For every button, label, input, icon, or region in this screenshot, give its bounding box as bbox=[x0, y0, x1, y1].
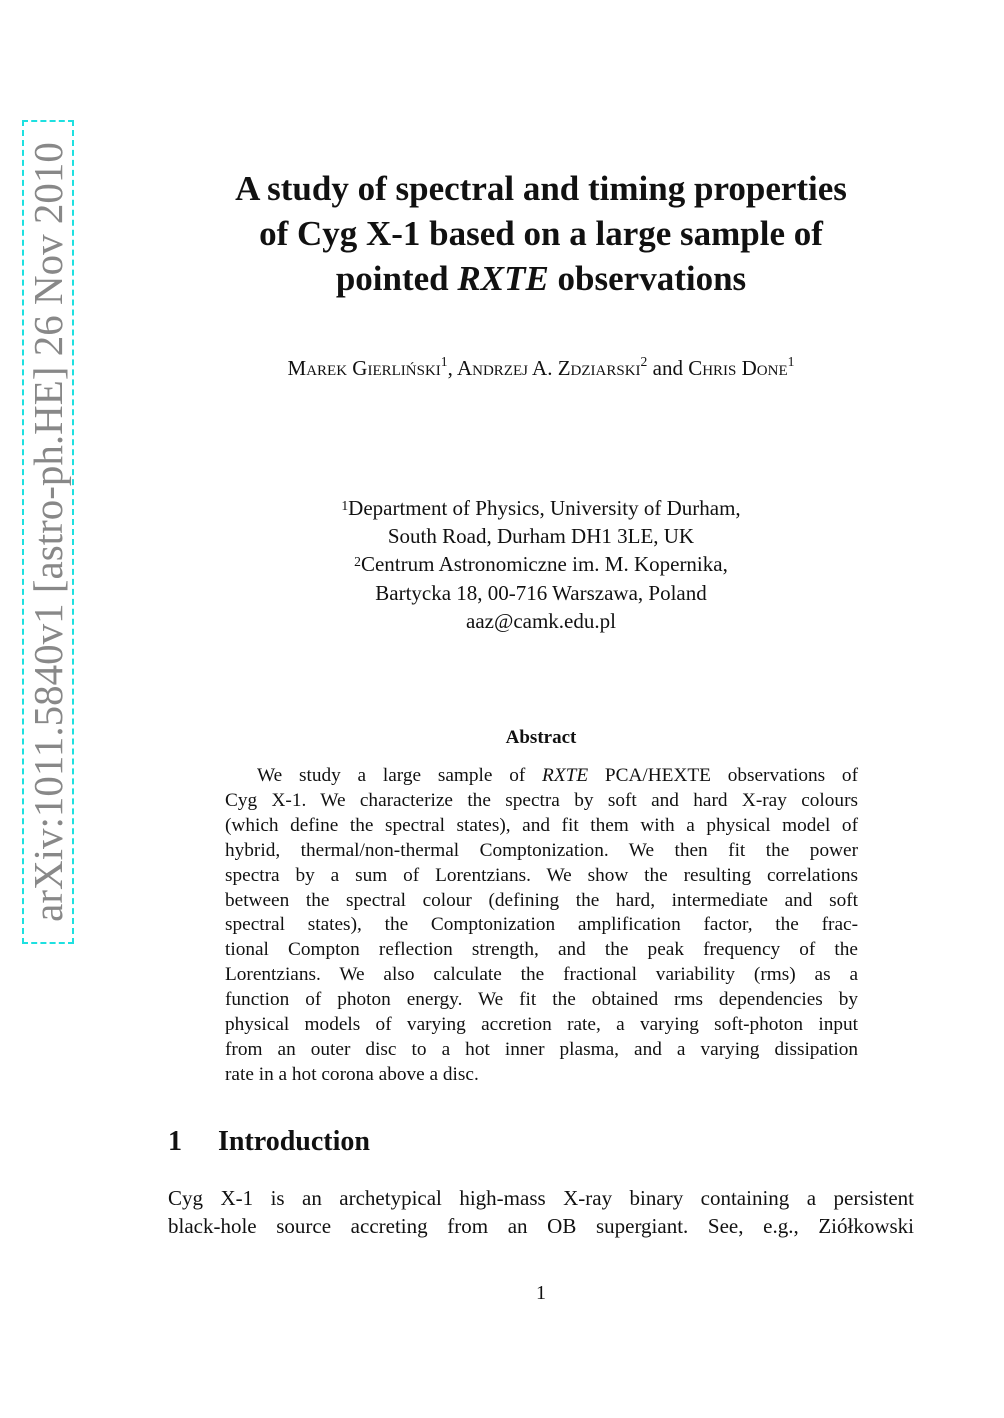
title-line bbox=[100, 256, 982, 301]
affiliation-text: Centrum Astronomiczne im. M. Kopernika, bbox=[360, 552, 728, 577]
affiliation-line: South Road, Durham DH1 3LE, UK bbox=[387, 524, 695, 549]
affiliation-line bbox=[100, 550, 982, 578]
title-text: observations bbox=[548, 259, 747, 298]
abstract-text: PCA/HEXTE observations of bbox=[588, 765, 858, 786]
arxiv-identifier: arXiv:1011.5840v1 [astro-ph.HE] 26 Nov 2010 bbox=[25, 142, 71, 922]
affiliation-line bbox=[100, 494, 982, 522]
author: Chris Done bbox=[688, 356, 788, 380]
abstract-text: We study a large sample of bbox=[257, 765, 543, 786]
arxiv-stamp bbox=[22, 120, 74, 944]
author: Andrzej A. Zdziarski bbox=[456, 356, 641, 380]
author-list bbox=[100, 356, 982, 381]
abstract-line bbox=[225, 764, 858, 789]
abstract-line: between the spectral colour (defining the hard, intermediate and soft bbox=[225, 889, 858, 911]
affiliation-text: Department of Physics, University of Durham, bbox=[348, 496, 741, 520]
abstract-line: spectral states), the Comptonization amplification factor, the frac- bbox=[225, 914, 858, 936]
separator: and bbox=[647, 356, 689, 380]
abstract-line: from an outer disc to a hot inner plasma, and a varying dissipation bbox=[225, 1038, 858, 1060]
body-line: black-hole source accreting from an OB supergiant. See, e.g., Ziółkowski bbox=[168, 1214, 914, 1238]
abstract-line: spectra by a sum of Lorentzians. We show the resulting correlations bbox=[225, 864, 858, 886]
author-affiliation-mark: 2 bbox=[640, 354, 648, 369]
author: Marek Gierliński bbox=[287, 356, 441, 380]
affiliations bbox=[100, 494, 982, 635]
title-emphasis: RXTE bbox=[457, 259, 549, 298]
affiliation-mark: 1 bbox=[341, 498, 349, 513]
page-number: 1 bbox=[536, 1282, 546, 1304]
abstract-line: Cyg X-1. We characterize the spectra by soft and hard X-ray colours bbox=[225, 789, 858, 811]
section-heading bbox=[168, 1126, 370, 1158]
abstract-line: physical models of varying accretion rate, a varying soft-photon input bbox=[225, 1014, 858, 1036]
abstract-line: rate in a hot corona above a disc. bbox=[225, 1063, 479, 1085]
abstract-line: hybrid, thermal/non-thermal Comptonization. We then fit the power bbox=[225, 839, 858, 861]
title-text: pointed bbox=[335, 259, 458, 298]
section-number: 1 bbox=[168, 1126, 182, 1157]
body-line: Cyg X-1 is an archetypical high-mass X-ray binary containing a persistent bbox=[168, 1186, 914, 1210]
intro-paragraph bbox=[168, 1184, 914, 1240]
author-affiliation-mark: 1 bbox=[440, 354, 448, 369]
abstract-line: function of photon energy. We fit the obtained rms dependencies by bbox=[225, 989, 858, 1011]
abstract-emphasis: RXTE bbox=[542, 765, 589, 786]
contact-email: aaz@camk.edu.pl bbox=[466, 608, 616, 633]
author-affiliation-mark: 1 bbox=[787, 354, 795, 369]
affiliation-mark: 2 bbox=[354, 554, 361, 570]
abstract-body bbox=[225, 764, 858, 1088]
section-title: Introduction bbox=[218, 1126, 370, 1157]
separator: , bbox=[447, 356, 457, 380]
abstract-heading: Abstract bbox=[505, 727, 577, 748]
title-line: of Cyg X-1 based on a large sample of bbox=[259, 214, 823, 253]
affiliation-line: Bartycka 18, 00-716 Warszawa, Poland bbox=[375, 580, 707, 605]
paper-title bbox=[100, 166, 982, 301]
abstract-line: Lorentzians. We also calculate the fractional variability (rms) as a bbox=[225, 964, 858, 986]
title-line: A study of spectral and timing properties bbox=[235, 169, 847, 208]
abstract-line: (which define the spectral states), and fit them with a physical model of bbox=[225, 814, 858, 836]
abstract-line: tional Compton reflection strength, and the peak frequency of the bbox=[225, 939, 858, 961]
